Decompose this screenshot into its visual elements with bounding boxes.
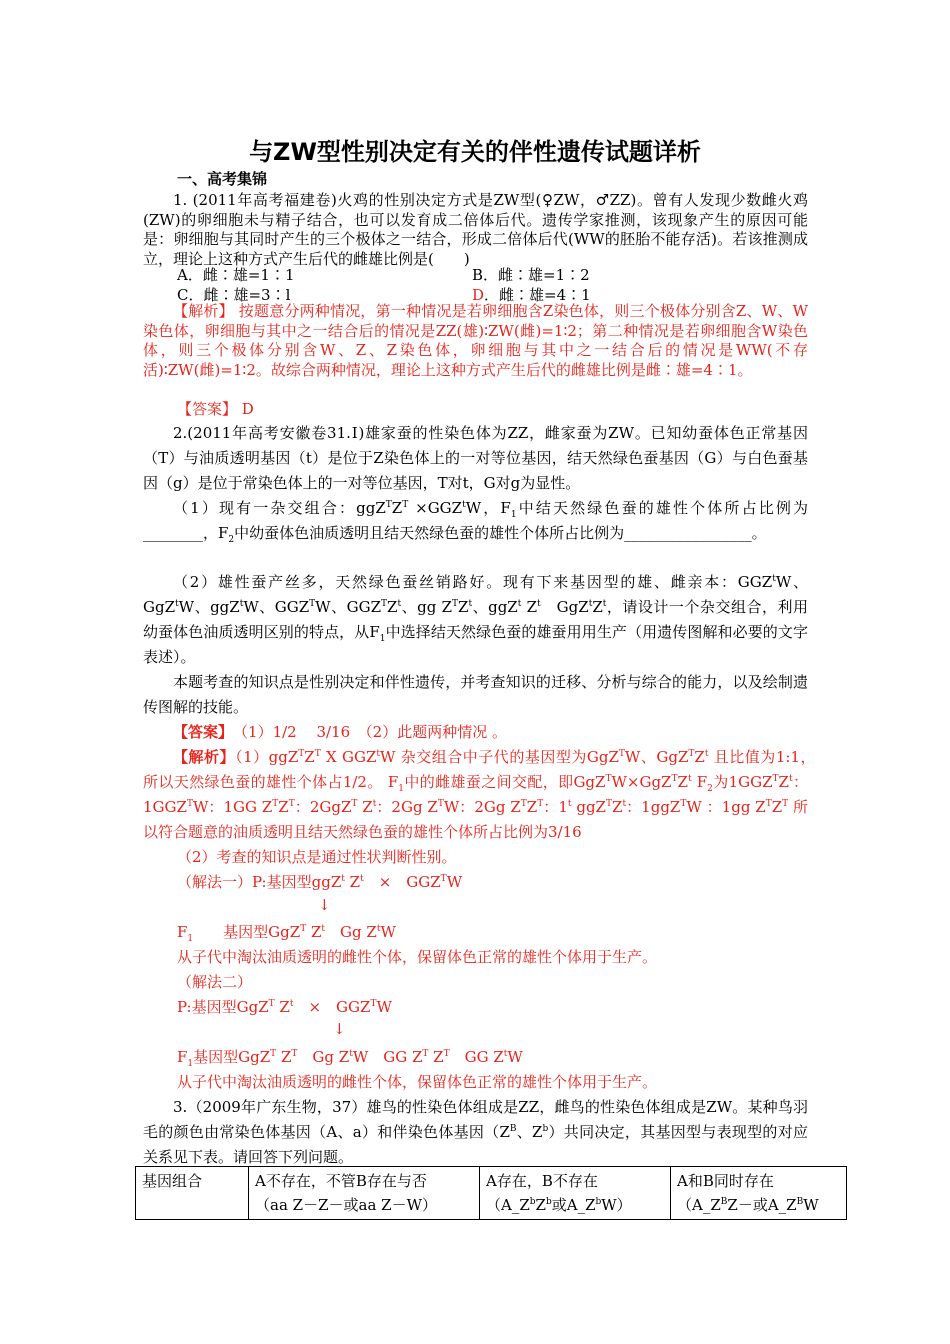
- q2-part2: （2）雄性蚕产丝多，天然绿色蚕丝销路好。现有下来基因型的雄、雌亲本：GGZ$^t$W、GgZ$^t$W、ggZ$^t$W、$GGZ^TW$、$GGZ^TZ^t$、gg $Z^TZ^t$、ggZ$^t$ $Z^t$ $GgZ^tZ^t$，请设计一个杂交组合，利用幼蚕体色油质透明区别的特点，从$F_1$中选择结天然绿色蚕的雄蚕用用生产（用遗传图解和必要的文字表述）。: [143, 573, 809, 666]
- q2-method1-f1-label: F: [177, 923, 188, 941]
- table-row: [136, 1167, 847, 1220]
- table-cell-text: A存在，B不存在: [486, 1172, 598, 1190]
- q1-stem: 1. (2011年高考福建卷)火鸡的性别决定方式是ZW型(♀ZW，♂ZZ)。曾有人发现少数雌火鸡(ZW)的卵细胞未与精子结合，也可以发育成二倍体后代。遗传学家推测，该现象产生的原因可能是：卵细胞与其同时产生的三个极体之一结合，形成二倍体后代(WW的胚胎不能存活)。若该推测成立，理论上这种方式产生后代的雌雄比例是( ): [143, 191, 808, 268]
- table-header-cell: 基因组合: [136, 1167, 249, 1220]
- table-cell-text: A不存在，不管B存在与否: [255, 1172, 427, 1190]
- q2-part2-end: 中选择结天然绿色蚕的雄蚕用用生产（用遗传图解和必要的文字表述）。: [143, 623, 808, 666]
- q1-option-a: A．雌∶雄=1∶1: [177, 266, 295, 284]
- q2-answer: [143, 720, 808, 745]
- q2-stem: 2.(2011年高考安徽卷31.Ⅰ)雄家蚕的性染色体为ZZ，雌家蚕为ZW。已知幼蚕体色正常基因（T）与油质透明基因（t）是位于Z染色体上的一对等位基因，结天然绿色蚕基因（G）与白色蚕基因（g）是位于常染色体上的一对等位基因，T对t，G对g为显性。: [143, 424, 808, 492]
- q1-option-d-letter: D: [472, 286, 485, 304]
- q2-method2-f1: $F_1$基因型GgZ$^T$ $Z^T$ Gg $Z^tW$ GG $Z^T$ $Z^T$ GG $Z^tW$: [177, 1048, 523, 1069]
- q3-stem-text: 3.（2009年广东生物，37）雄鸟的性染色体组成是ZZ，雌鸟的性染色体组成是ZW。某种鸟羽毛的颜色由常染色体基因（A、a）和伴染色体基因（Z: [143, 1098, 808, 1141]
- q3-stem: 3.（2009年广东生物，37）雄鸟的性染色体组成是ZZ，雌鸟的性染色体组成是ZW。某种鸟羽毛的颜色由常染色体基因（A、a）和伴染色体基因（$Z^B$、$Z^b$）共同决定，其基因型与表现型的对应关系见下表。请回答下列问题。: [143, 1098, 808, 1166]
- q2-method2-label: （解法二）: [177, 973, 253, 991]
- down-arrow-icon: ↓: [318, 896, 331, 914]
- q2-part1-text-e: 中结天然绿色蚕的雄性个体所占比例为________，F: [143, 499, 809, 542]
- q2-method2-f1-label: F: [177, 1048, 188, 1066]
- q2-answer-text: （1）1/2 3/16 （2）此题两种情况 。: [240, 723, 507, 741]
- q2-method2-parents: P:基因型GgZ$^T$ $Z^t$ × $GGZ^TW$: [177, 998, 392, 1016]
- q2-part1-text-c: ×GGZ: [408, 499, 463, 517]
- table-header-cell: A存在，B不存在 （$A\_Z^bZ^b$或$A\_Z^bW$）: [480, 1167, 671, 1220]
- q2-analysis-text: （1）ggZ: [235, 748, 299, 766]
- q2-part1-text-f: 中幼蚕体色油质透明且结天然绿色蚕的雄性个体所占比例为_________________。: [234, 524, 767, 542]
- q1-analysis: 【解析】 按题意分两种情况，第一种情况是若卵细胞含Z染色体，则三个极体分别含Z、W、W染色体，卵细胞与其中之一结合后的情况是ZZ(雄)∶ZW(雌)=1∶2；第二种情况是若卵细胞含W染色体，则三个极体分别含W、Z、Z染色体，卵细胞与其中之一结合后的情况是WW(不存活)∶ZW(雌)=1∶2。故综合两种情况，理论上这种方式产生后代的雌雄比例是雌∶雄=4∶1。: [143, 302, 808, 379]
- q2-note: 本题考查的知识点是性别决定和伴性遗传，并考查知识的迁移、分析与综合的能力，以及绘制遗传图解的技能。: [143, 673, 808, 716]
- q2-part2-tail: ，请设计一个杂交组合，利用幼蚕体色油质透明区别的特点，从F: [143, 598, 808, 641]
- q2-method1-parents: （解法一）P:基因型ggZ$^t$ $Z^t$ × $GGZ^TW$: [177, 873, 463, 891]
- q1-option-b: B．雌∶雄=1∶2: [472, 266, 590, 284]
- q2-method1-label: （解法一）P:基因型ggZ: [177, 873, 342, 891]
- q2-part1-text-b: Z: [391, 499, 403, 517]
- q2-answer-label: 【答案】: [173, 723, 226, 741]
- q2-analysis-label: 【解析】: [173, 748, 236, 766]
- q2-method1-f1-text: 基因型GgZ: [223, 923, 301, 941]
- q2-part1: （1）现有一杂交组合：$ggZ^TZ^T \times GGZ^tW$，$F_1$中结天然绿色蚕的雄性个体所占比例为________，$F_2$中幼蚕体色油质透明且结天然绿色蚕的雄性个体所占比例为_________________。: [143, 499, 809, 545]
- section-heading: 一、高考集锦: [177, 170, 268, 188]
- q2-method1-f1: $F_1$ 基因型GgZ$^T$ $Z^t$ Gg $Z^tW$: [177, 923, 396, 944]
- table-header-cell: A和B同时存在 （$A\_Z^BZ-$或$A\_Z^BW$: [671, 1167, 847, 1220]
- q2-sub2: （2）考查的知识点是通过性状判断性别。: [177, 848, 457, 866]
- q2-part1-text-a: （1）现有一杂交组合：ggZ: [173, 499, 386, 517]
- q1-option-c: C．雌∶雄=3∶l: [177, 286, 291, 304]
- down-arrow-icon: ↓: [333, 1020, 346, 1038]
- q2-part1-text-d: W，F: [465, 499, 511, 517]
- q1-option-d-text: ．雌∶雄=4∶1: [484, 286, 591, 304]
- q2-part2-genos: W、GgZ: [143, 573, 809, 616]
- q2-method2-note: 从子代中淘汰油质透明的雌性个体，保留体色正常的雄性个体用于生产。: [177, 1073, 658, 1091]
- q2-method2-p: P:基因型GgZ: [177, 998, 269, 1016]
- genotype-table: [135, 1166, 847, 1220]
- q2-part2-text: （2）雄性蚕产丝多，天然绿色蚕丝销路好。现有下来基因型的雄、雌亲本：GGZ: [173, 573, 773, 591]
- table-cell-text: （aa Z－Z－或aa Z－W）: [255, 1196, 437, 1214]
- q1-answer: 【答案】 D: [177, 400, 254, 418]
- q2-analysis: 【解析】$(1)ggZ^TZ^T$ X GGZ$^t$W 杂交组合中子代的基因型为GgZ$^T$W、$GgZ^TZ^t$ 且比值为1:1， 所以天然绿色蚕的雄性个体占1/2。 $F_1$中的雌雄蚕之间交配，即$GgZ^TW\times GgZ^TZ^t$ $F_2$为$1GGZ^TZ^t$：$1GGZ^TW$：1GG $Z^TZ^T$：2GgZ$^T$ $Z^t$：2Gg $Z^TW$：2Gg $Z^TZ^T$：1$^t$ $ggZ^TZ^t$：1ggZ$^T$W ：1gg $Z^TZ^T$ 所以符合题意的油质透明且结天然绿色蚕的雄性个体所占比例为3/16: [143, 748, 823, 841]
- page-title: 与ZW型性别决定有关的伴性遗传试题详析: [249, 138, 701, 166]
- table-cell-text: A和B同时存在: [677, 1172, 774, 1190]
- q2-method1-note: 从子代中淘汰油质透明的雌性个体，保留体色正常的雄性个体用于生产。: [177, 948, 658, 966]
- table-header-cell: [249, 1167, 480, 1220]
